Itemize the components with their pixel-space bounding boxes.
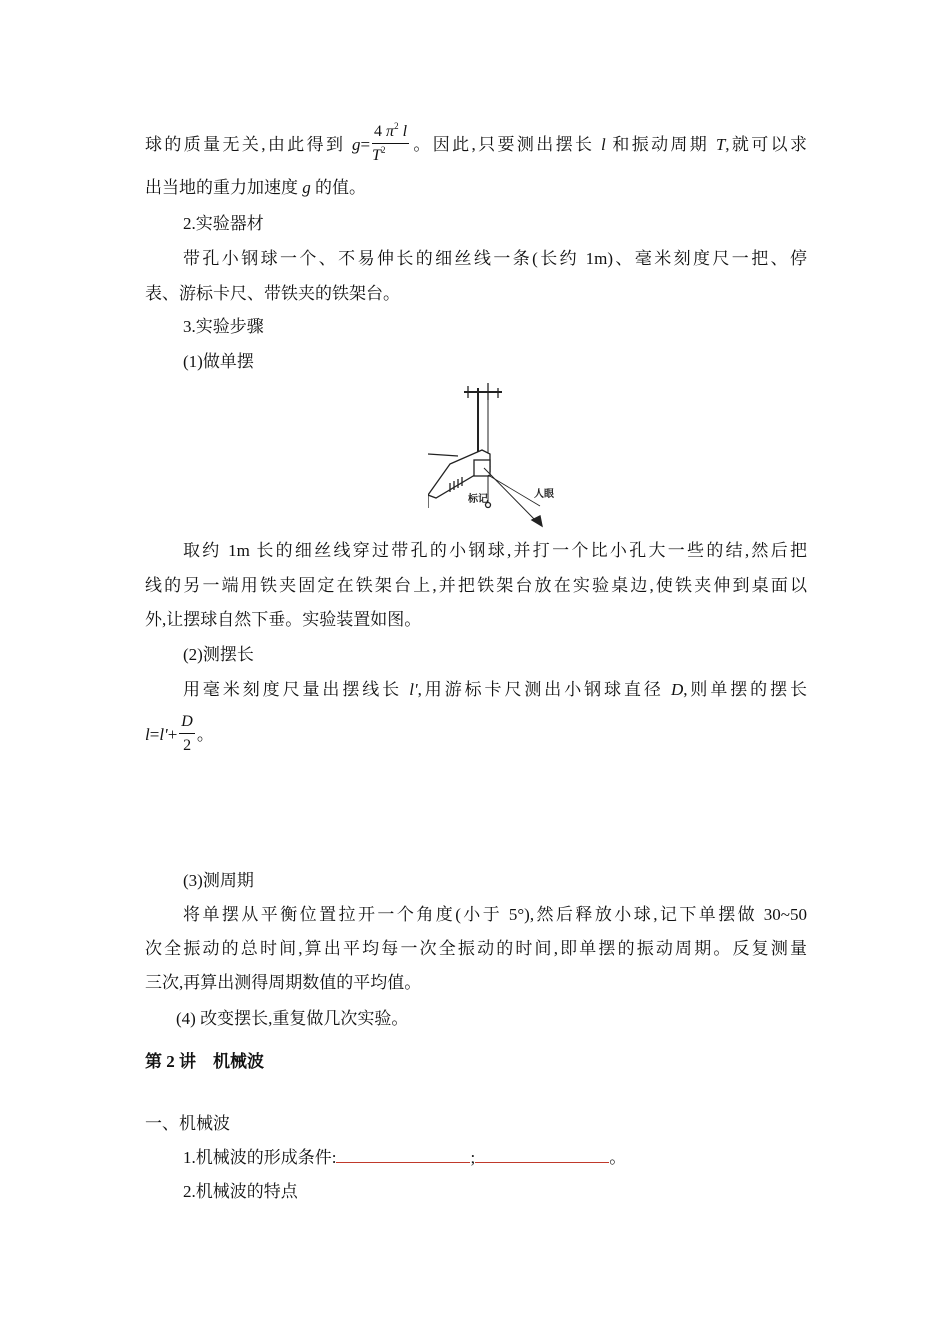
- d-over-2-fraction: $\frac{D}{2}$: [181, 713, 193, 754]
- step3-title: (3)测周期: [183, 871, 254, 890]
- step3-text-3: 三次,再算出测得周期数值的平均值。: [145, 973, 422, 992]
- lecture-title: 第 2 讲 机械波: [145, 1052, 264, 1071]
- step3-text-1: 将单摆从平衡位置拉开一个角度(小于 5°),然后释放小球,记下单摆做 30~50: [183, 905, 807, 924]
- equipment-text-2: 表、游标卡尺、带铁夹的铁架台。: [145, 284, 400, 303]
- pendulum-length-formula: l=l'+ $\frac{D}{2}$ 。: [145, 713, 214, 754]
- formula-line: 球的质量无关,由此得到 g= $\frac{4 \pi^2 l}{T^2}$ 。因此,只要测出摆长 l 和振动周期 T,就可以求: [145, 121, 808, 164]
- step1-title: (1)做单摆: [183, 352, 254, 371]
- step2-title: (2)测摆长: [183, 645, 254, 664]
- step2-text-1: 用毫米刻度尺量出摆线长 l',用游标卡尺测出小钢球直径 D,则单摆的摆长: [183, 680, 808, 699]
- answer-blank-2[interactable]: [475, 1148, 609, 1163]
- section-wave-title: 一、机械波: [145, 1114, 230, 1133]
- step1-text-2: 线的另一端用铁夹固定在铁架台上,并把铁架台放在实验桌边,使铁夹伸到桌面以: [145, 576, 807, 595]
- equipment-text-1: 带孔小钢球一个、不易伸长的细丝线一条(长约 1m)、毫米刻度尺一把、停: [183, 249, 807, 268]
- step3-text-2: 次全振动的总时间,算出平均每一次全振动的时间,即单摆的振动周期。反复测量: [145, 939, 807, 958]
- wave-condition-line: 1.机械波的形成条件: ; 。: [183, 1148, 627, 1167]
- step1-text-1: 取约 1m 长的细丝线穿过带孔的小钢球,并打一个比小孔大一些的结,然后把: [183, 541, 807, 560]
- step1-text-3: 外,让摆球自然下垂。实验装置如图。: [145, 610, 422, 629]
- figure-label-eye: 人眼: [534, 489, 554, 500]
- section-steps-title: 3.实验步骤: [183, 317, 264, 336]
- section-equipment-title: 2.实验器材: [183, 214, 264, 233]
- g-formula-fraction: $\frac{4 \pi^2 l}{T^2}$: [372, 121, 408, 164]
- step4-text: (4) 改变摆长,重复做几次实验。: [176, 1009, 409, 1028]
- pendulum-apparatus-figure: [428, 380, 570, 530]
- gravity-line: 出当地的重力加速度 g 的值。: [145, 178, 366, 197]
- wave-features-title: 2.机械波的特点: [183, 1182, 298, 1201]
- answer-blank-1[interactable]: [336, 1148, 470, 1163]
- figure-label-mark: 标记: [468, 494, 488, 505]
